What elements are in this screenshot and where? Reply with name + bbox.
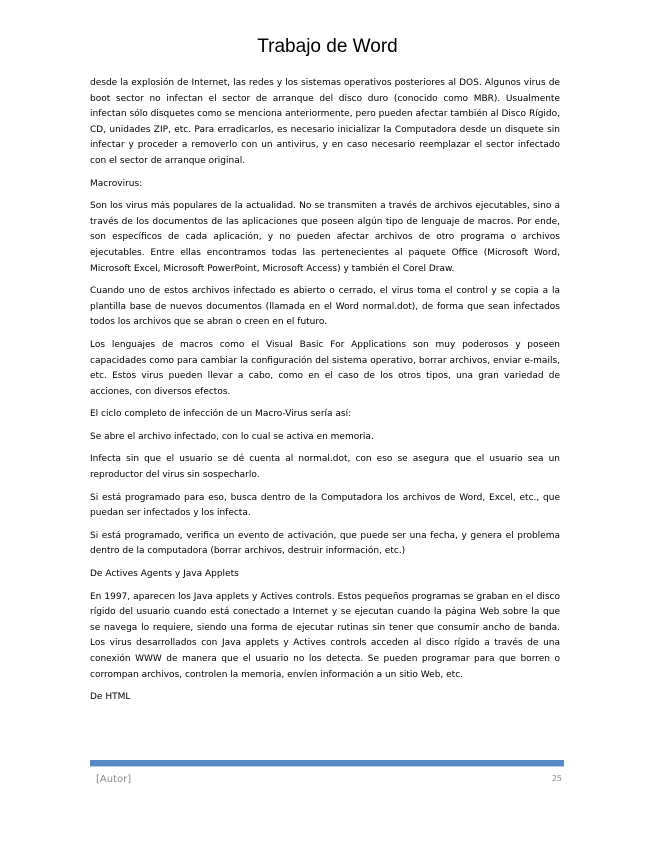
paragraph: Si está programado, verifica un evento de activación, que puede ser una fecha, y genera el problema dentro de la computadora (borrar archivos, destruir información, etc.) — [90, 530, 560, 557]
paragraph: Los lenguajes de macros como el Visual Basic For Applications son muy poderosos y poseen capacidades como para cambiar la configuración del sistema operativo, borrar archivos, enviar e-mails, etc. Estos virus pueden llevar a cabo, como en el caso de los otros tipos, una gran variedad de acciones, con diversos efectos. — [90, 339, 560, 397]
paragraph: Cuando uno de estos archivos infectado es abierto o cerrado, el virus toma el control y se copia a la plantilla base de nuevos documentos (llamada en el Word normal.dot), de forma que sean infectados todos los archivos que se abran o creen en el futuro. — [90, 286, 560, 328]
page-number: 25 — [551, 774, 562, 783]
page-title: Trabajo de Word — [257, 36, 398, 57]
footer-author: [Autor] — [96, 774, 132, 785]
paragraph: Se abre el archivo infectado, con lo cual se activa en memoria. — [90, 431, 374, 442]
paragraph: Son los virus más populares de la actualidad. No se transmiten a través de archivos ejecutables, sino a través de los documentos de las aplicaciones que poseen algún tipo de lenguaje de macros. Por ende, son específicos de cada aplicación, y no pueden afectar archivos de otro programa o archivos ejecutables. Entre ellas encontramos todas las pertenecientes al paquete Office (Microsoft Word, Microsoft Excel, Microsoft PowerPoint, Microsoft Access) y también el Corel Draw. — [90, 201, 560, 274]
section-heading: De HTML — [90, 692, 131, 703]
section-label: Macrovirus: — [90, 178, 143, 189]
paragraph: Infecta sin que el usuario se dé cuenta al normal.dot, con eso se asegura que el usuario sea un reproductor del virus sin sospecharlo. — [90, 454, 560, 481]
footer-divider-bar — [90, 760, 564, 767]
document-body — [90, 76, 560, 706]
paragraph: El ciclo completo de infección de un Macro-Virus sería así: — [90, 409, 352, 420]
paragraph: En 1997, aparecen los Java applets y Actives controls. Estos pequeños programas se graban en el disco rígido del usuario cuando está conectado a Internet y se ejecutan cuando la página Web sobre la que se navega lo requiere, siendo una forma de ejecutar rutinas sin tener que consumir ancho de banda. Los virus desarrollados con Java applets y Actives controls acceden al disco rígido a través de una conexión WWW de manera que el usuario no los detecta. Se pueden programar para que borren o corrompan archivos, controlen la memoria, envíen información a un sitio Web, etc. — [90, 591, 560, 680]
section-label: De Actives Agents y Java Applets — [90, 569, 239, 580]
paragraph: Si está programado para eso, busca dentro de la Computadora los archivos de Word, Excel, etc., que puedan ser infectados y los infecta. — [90, 492, 560, 519]
paragraph: desde la explosión de Internet, las redes y los sistemas operativos posteriores al DOS. Algunos virus de boot sector no infectan el sector de arranque del disco duro (conocido como MBR). Usualmente infectan sólo disquetes como se menciona anteriormente, pero pueden afectar también al Disco Rígido, CD, unidades ZIP, etc. Para erradicarlos, es necesario inicializar la Computadora desde un disquete sin infectar y proceder a removerlo con un antivirus, y en caso necesario reemplazar el sector infectado con el sector de arranque original. — [90, 78, 560, 166]
